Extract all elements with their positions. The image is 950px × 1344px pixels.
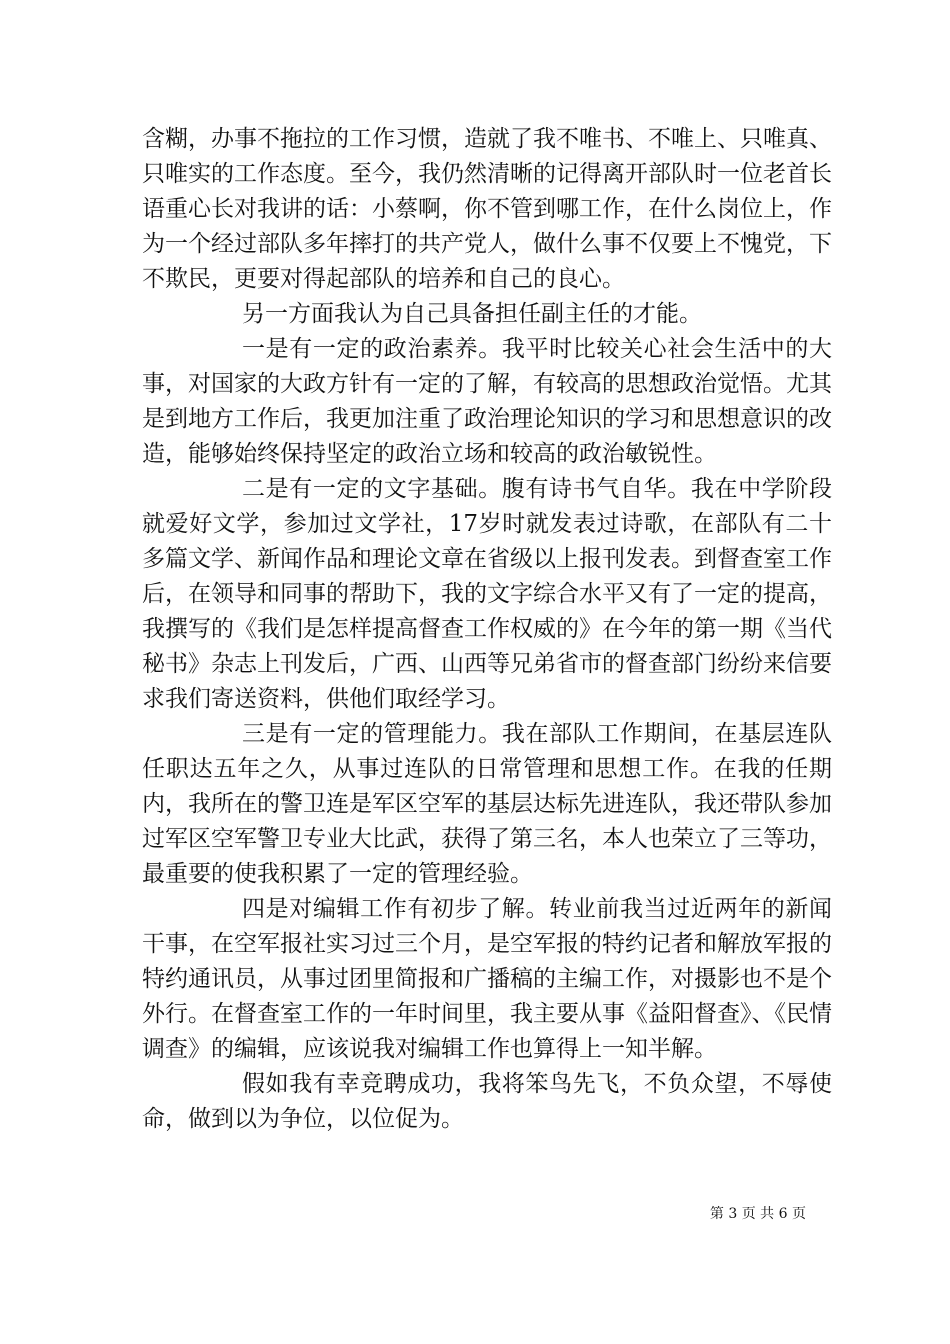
paragraph-editing: 四是对编辑工作有初步了解。转业前我当过近两年的新闻干事，在空军报社实习过三个月，是空军报的特约记者和解放军报的特约通讯员，从事过团里简报和广播稿的主编工作，对摄影也不是个外行。在督查室工作的一年时间里，我主要从事《益阳督查》、《民情调查》的编辑，应该说我对编辑工作也算得上一知半解。 — [142, 896, 832, 1062]
paragraph-political: 一是有一定的政治素养。我平时比较关心社会生活中的大事，对国家的大政方针有一定的了解，有较高的思想政治觉悟。尤其是到地方工作后，我更加注重了政治理论知识的学习和思想意识的改造，能够始终保持坚定的政治立场和较高的政治敏锐性。 — [142, 336, 832, 467]
paragraph-closing: 假如我有幸竞聘成功，我将笨鸟先飞，不负众望，不辱使命，做到以为争位，以位促为。 — [142, 1071, 832, 1132]
page-number: 第 3 页 共 6 页 — [709, 1206, 806, 1222]
paragraph-continuation: 含糊，办事不拖拉的工作习惯，造就了我不唯书、不唯上、只唯真、只唯实的工作态度。至今，我仍然清晰的记得离开部队时一位老首长语重心长对我讲的话：小蔡啊，你不管到哪工作，在什么岗位上，作为一个经过部队多年摔打的共产党人，做什么事不仅要上不愧党，下不欺民，更要对得起部队的培养和自己的良心。 — [142, 126, 832, 292]
paragraph-management: 三是有一定的管理能力。我在部队工作期间，在基层连队任职达五年之久，从事过连队的日常管理和思想工作。在我的任期内，我所在的警卫连是军区空军的基层达标先进连队，我还带队参加过军区空军警卫专业大比武，获得了第三名，本人也荣立了三等功，最重要的使我积累了一定的管理经验。 — [142, 721, 832, 887]
document-body — [142, 122, 832, 1137]
paragraph-writing: 二是有一定的文字基础。腹有诗书气自华。我在中学阶段就爱好文学，参加过文学社，17岁时就发表过诗歌，在部队有二十多篇文学、新闻作品和理论文章在省级以上报刊发表。到督查室工作后，在领导和同事的帮助下，我的文字综合水平又有了一定的提高，我撰写的《我们是怎样提高督查工作权威的》在今年的第一期《当代秘书》杂志上刊发后，广西、山西等兄弟省市的督查部门纷纷来信要求我们寄送资料，供他们取经学习。 — [142, 476, 832, 712]
paragraph-ability-intro: 另一方面我认为自己具备担任副主任的才能。 — [242, 301, 702, 327]
